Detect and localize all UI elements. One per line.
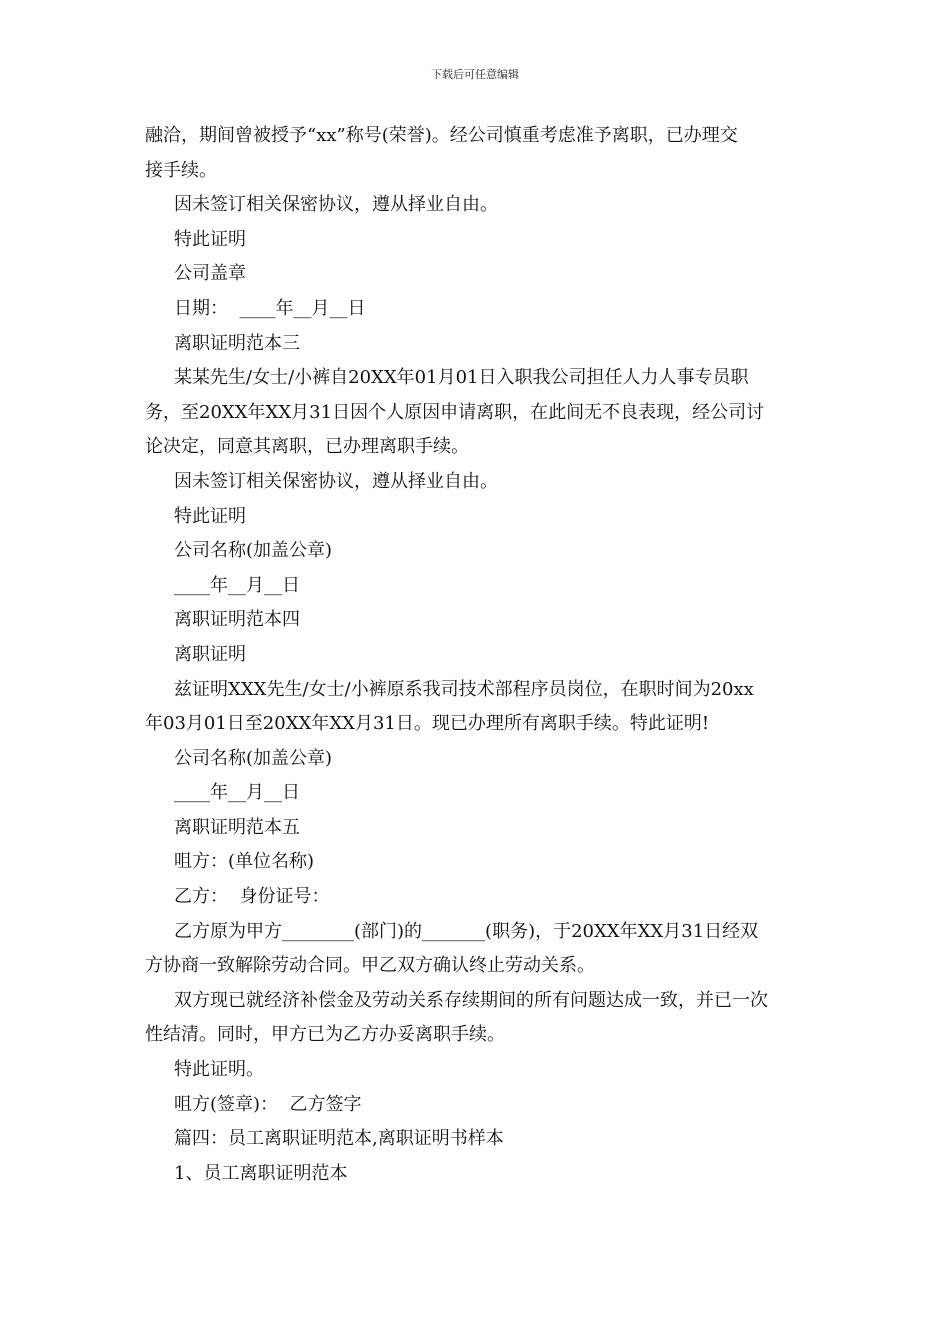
text-line: 公司名称(加盖公章) [174, 747, 333, 769]
page-header-note: 下载后可任意编辑 [431, 68, 519, 81]
text-line: 咀方：(单位名称) [174, 851, 315, 873]
text-line: 务，至20XX年XX月31日因个人原因申请离职，在此间无不良表现，经公司讨 [145, 401, 765, 423]
text-line: 性结清。同时，甲方已为乙方办妥离职手续。 [145, 1024, 505, 1046]
text-line: 篇四：员工离职证明范本,离职证明书样本 [174, 1128, 504, 1150]
text-line: 融洽，期间曾被授予“xx”称号(荣誉)。经公司慎重考虑准予离职，已办理交 [145, 125, 738, 146]
text-line: 因未签订相关保密协议，遵从择业自由。 [174, 470, 498, 492]
document-body [145, 119, 810, 1191]
text-line: 离职证明范本五 [174, 816, 300, 838]
text-line: 因未签订相关保密协议，遵从择业自由。 [174, 194, 498, 216]
text-line: 1、员工离职证明范本 [174, 1162, 348, 1184]
text-line: 离职证明范本四 [174, 609, 300, 631]
text-line: 公司盖章 [174, 263, 246, 285]
text-line: 年03月01日至20XX年XX月31日。现已办理所有离职手续。特此证明! [145, 713, 710, 735]
text-line: 特此证明。 [174, 1059, 264, 1081]
text-line: ____年__月__日 [174, 574, 300, 596]
text-line: 接手续。 [145, 159, 217, 181]
text-line: ____年__月__日 [174, 782, 300, 804]
text-line: 方协商一致解除劳动合同。甲乙双方确认终止劳动关系。 [145, 955, 595, 977]
text-line: 乙方原为甲方________(部门)的_______(职务)，于20XX年XX月31日经双 [174, 920, 759, 942]
text-line: 日期： ____年__月__日 [174, 297, 366, 319]
text-line: 特此证明 [174, 505, 246, 527]
text-line: 乙方： 身份证号： [174, 886, 330, 908]
text-line: 咀方(签章)： 乙方签字 [174, 1093, 362, 1115]
text-line: 某某先生/女士/小裤自20XX年01月01日入职我公司担任人力人事专员职 [174, 367, 749, 389]
text-line: 离职证明范本三 [174, 332, 300, 354]
text-line: 离职证明 [174, 643, 246, 665]
text-line: 论决定，同意其离职，已办理离职手续。 [145, 436, 469, 458]
text-line: 双方现已就经济补偿金及劳动关系存续期间的所有问题达成一致，并已一次 [174, 989, 768, 1011]
text-line: 特此证明 [174, 228, 246, 250]
text-line: 公司名称(加盖公章) [174, 540, 333, 562]
text-line: 兹证明XXX先生/女士/小裤原系我司技术部程序员岗位，在职时间为20xx [174, 678, 754, 700]
